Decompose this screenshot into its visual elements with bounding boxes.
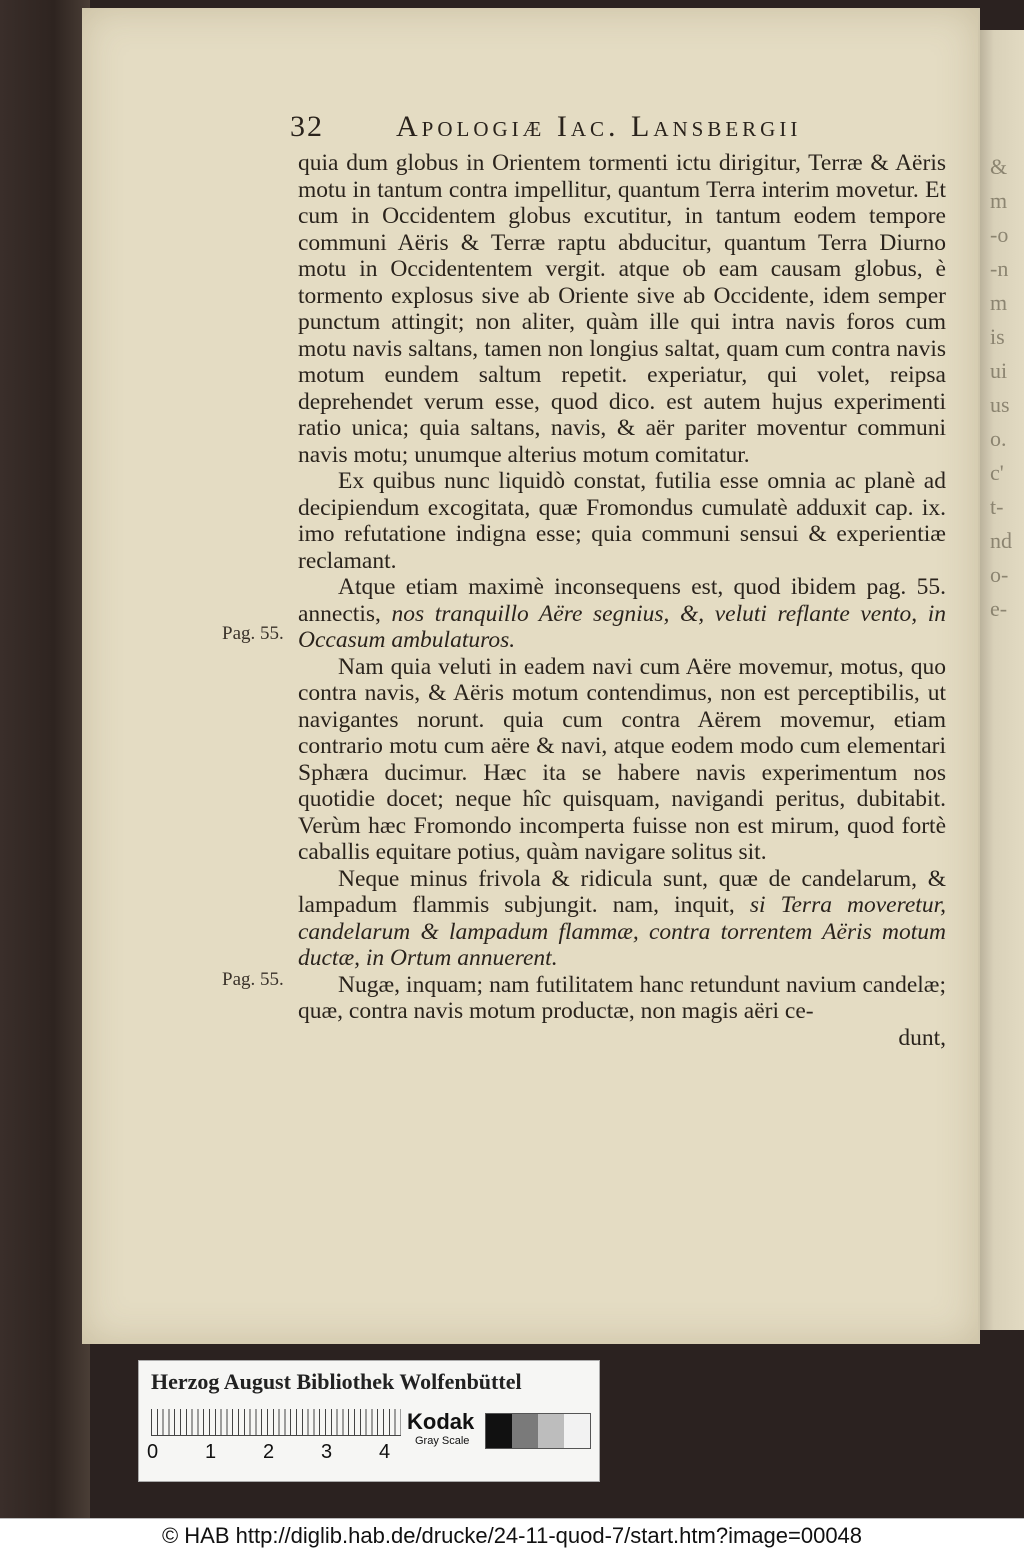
running-title: Apologiæ Iac. Lansbergii bbox=[396, 110, 802, 143]
kodak-logo: Kodak bbox=[407, 1409, 475, 1434]
ruler-number: 2 bbox=[263, 1441, 275, 1463]
paragraph bbox=[298, 574, 946, 654]
ruler-number: 3 bbox=[321, 1441, 333, 1463]
footer-bar bbox=[0, 1518, 1024, 1557]
paragraph: quia dum globus in Orientem tormenti ictu dirigitur, Terræ & Aëris motu in tantum contra impellitur, quantum Terra interim movetur. Et cum in Occidentem globus excutitur, in tantum eodem tempore communi Aëris & Terræ raptu abducitur, quantum Terra Diurno motu in Occidententem vergit. atque ob eam causam globus, è tormento explosus sive ab Oriente sive ab Occidente, idem semper punctum attingit; non aliter, quàm ille qui intra navis foros cum motu navis saltans, tamen non longius saltat, quam cum contra navis motum eundem saltum repetit. experiatur, qui volet, reipsa deprehendet verum esse, quod dico. est autem hujus experimenti ratio unica; quia saltans, navis, & aër pariter moventur communi navis motu; unumque alterius motum comitatur. bbox=[298, 150, 946, 468]
gray-patch bbox=[564, 1414, 590, 1448]
ruler-number: 0 bbox=[147, 1441, 159, 1463]
color-target-card bbox=[138, 1360, 600, 1482]
running-header bbox=[290, 110, 940, 150]
ruler-scale bbox=[151, 1409, 401, 1436]
text-roman: Atque etiam maximè inconsequens est, quod ibidem pag. 55. annectis, bbox=[298, 574, 946, 627]
gray-scale-strip bbox=[485, 1413, 591, 1449]
gray-patch bbox=[538, 1414, 564, 1448]
library-name: Herzog August Bibliothek Wolfenbüttel bbox=[151, 1369, 522, 1394]
gray-scale-label: Gray Scale bbox=[415, 1435, 470, 1447]
copyright-text: © HAB http://diglib.hab.de/drucke/24-11-quod-7/start.htm?image=00048 bbox=[161, 1523, 863, 1548]
text-roman: Neque minus frivola & ridicula sunt, quæ de candelarum, & lampadum flammis subjungit. nam, inquit, bbox=[298, 865, 946, 918]
page-body-text bbox=[298, 150, 946, 1051]
catchword: dunt, bbox=[898, 1024, 946, 1051]
facing-page-bleed: & m -o -n m is ui us o. c' t- nd o- e- bbox=[990, 154, 1012, 621]
paragraph: Nam quia veluti in eadem navi cum Aëre movemur, motus, quo contra navis, & Aëris motum contendimus, non est perceptibilis, ut navigantes norunt. quia cum contra Aërem movemur, etiam contrario motu cum aëre & navi, atque eodem modo cum elementari Sphæra ducimur. Hæc ita se habere navis experimentum nos quotidie docet; neque hîc quisquam, navigandi peritus, dubitabit. Verùm hæc Fromondo incomperta fuisse non est mirum, quod fortè caballis equitare potius, quàm navigare solitus sit. bbox=[298, 653, 946, 865]
gray-patch bbox=[512, 1414, 538, 1448]
ruler-numbers bbox=[147, 1441, 407, 1465]
paragraph: Ex quibus nunc liquidò constat, futilia esse omnia ac planè ad decipiendum excogitata, quæ Fromondus cumulatè adduxit cap. ix. imo refutatione indigna esse; quia communi sensui & experientiæ reclamant. bbox=[298, 468, 946, 574]
margin-note: Pag. 55. bbox=[222, 623, 284, 644]
ruler-number: 4 bbox=[379, 1441, 391, 1463]
page-number: 32 bbox=[290, 110, 324, 143]
text-italic: si Terra moveretur, candelarum & lampadum flammæ, contra torrentem Aëris motum ductæ, in Ortum annuerent. bbox=[298, 892, 946, 971]
text-italic: nos tranquillo Aëre segnius, &, veluti reflante vento, in Occasum ambulaturos. bbox=[298, 600, 947, 653]
margin-note: Pag. 55. bbox=[222, 969, 284, 990]
paragraph bbox=[298, 866, 946, 972]
book-edge-left bbox=[0, 0, 90, 1518]
gray-patch bbox=[486, 1414, 512, 1448]
ruler-number: 1 bbox=[205, 1441, 217, 1463]
paragraph: Nugæ, inquam; nam futilitatem hanc retundunt navium candelæ; quæ, contra navis motum productæ, non magis aëri ce- bbox=[298, 971, 946, 1024]
